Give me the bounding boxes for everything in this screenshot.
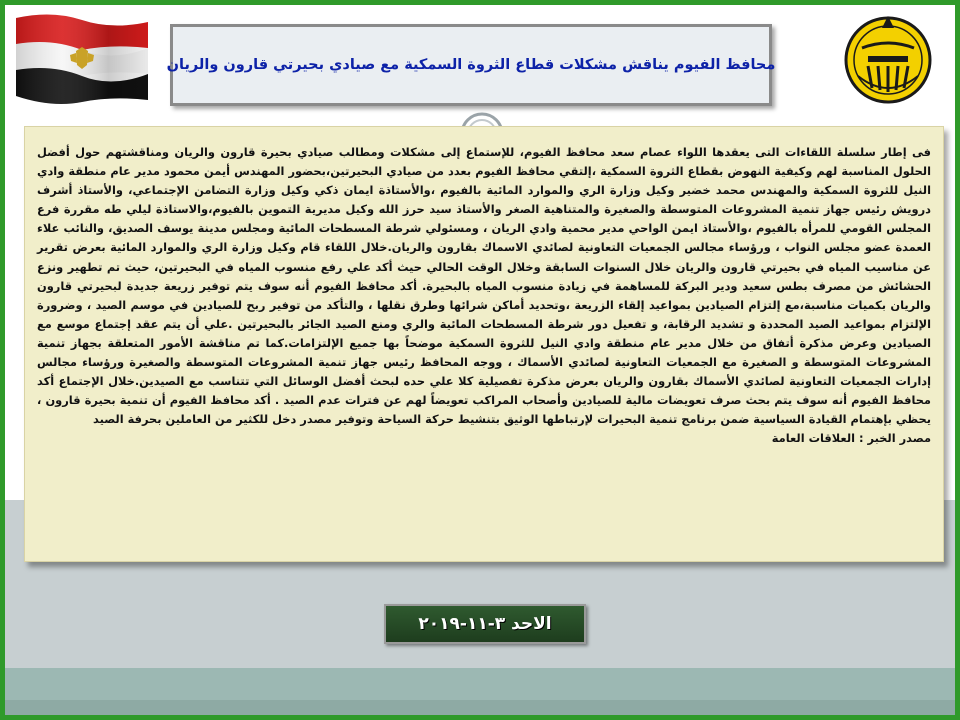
news-article (24, 126, 944, 562)
article-date: الاحد ٣-١١-٢٠١٩ (418, 614, 552, 634)
article-source: مصدر الخبر : العلاقات العامة (771, 431, 931, 446)
background-bottom-strip (5, 700, 955, 715)
background-band (5, 668, 955, 700)
fayoum-governorate-logo-icon (838, 10, 938, 106)
egypt-flag-icon (12, 8, 152, 104)
article-body: فى إطار سلسلة اللقاءات التى يعقدها اللواء عصام سعد محافظ الفيوم، للإستماع إلى مشكلات ومطالب صيادي بحيرة قارون والريان ومناقشتهم حول أفضل الحلول المناسبة لهم وكيفية النهوض بقطاع الثروة السمكية ،إلتقي محافظ الفيوم بعدد من صيادي البحيرتين،بحضور المهندس أيمن محمود مدير عام منطقة وادي النيل للثروة السمكية والمهندس محمد خضير وكيل وزارة الري والموارد المائية بالفيوم ،والأستاذة ايمان ذكي وكيل وزارة التضامن الإجتماعي، والأستاذ أشرف درويش رئيس جهاز تنمية المشروعات المتوسطة والصغيرة والمتناهية الصغر والأستاذ سيد حرز الله وكيل مديرية التموين بالفيوم،والاستاذة ليلي طه مقررة فرع المجلس القومي للمرأه بالفيوم ،والأستاذ ايمن الواحي مدير محمية وادي الريان ، ومسئولي شرطة المسطحات المائية ومجلس مدينة يوسف الصديق، والنائب علاء العمدة عضو مجلس النواب ، ورؤساء مجالس الجمعيات التعاونية لصائدي الاسماك بقارون والريان.خلال اللقاء قام وكيل وزارة الري والموارد المائية بعرض تقرير عن مناسيب المياه في بحيرتي قارون والريان خلال السنوات السابقة وخلال الوقت الحالي حيث أكد علي رفع منسوب المياه في البحيرتين، حيث تم تطهير ونزع الحشائش من مصرف بطس سعيد ودير البركة للمساهمة في زيادة منسوب المياه بالبحيرة. أكد محافظ الفيوم أنه سوف يتم توفير زريعة جديدة لبحيرتي قارون والريان بكميات مناسبة،مع إلتزام الصيادين بمواعيد إلقاء الزريعة ،وتحديد أماكن شرائها وطرق نقلها ، والتأكد من توفير ربح للصيادين في موسم الصيد ، وضرورة الإلتزام بمواعيد الصيد المحددة و تشديد الرقابة، و تفعيل دور شرطة المسطحات المائية والري ومنع الصيد الجائر بالبحيرتين .علي أن يتم عقد إجتماع موسع مع الصيادين وعرض مذكرة أتفاق من خلال مدير عام منطقة وادي النيل للثروة السمكية موضحاً بها جميع الإلتزامات.كما تم مناقشة الأمور المتعلقة بجهاز تنمية المشروعات المتوسطة و الصغيرة مع الجمعيات التعاونية لصائدي الأسماك ، ووجه المحافظ رئيس جهاز تنمية المشروعات المتوسطة والصغيرة ورؤساء مجالس إدارات الجمعيات التعاونية لصائدي الأسماك بقارون والريان بعرض مذكرة تفصيلية كلا علي حده لبحث أفضل الوسائل التي تتناسب مع الصيدين.خلال الإجتماع أكد محافظ الفيوم أنه سوف يتم بحث صرف تعويضات مالية للصيادين وأصحاب المراكب تعويضاً لهم عن فترات عدم الصيد . أكد محافظ الفيوم أن تنمية بحيرة قارون ، يحظي بإهتمام القيادة السياسية ضمن برنامج تنمية البحيرات لإرتباطها الوثيق بتنشيط حركة السياحة وتوفير مصدر دخل للكثير من العاملين بحرفة الصيد (37, 145, 931, 427)
page-title: محافظ الفيوم يناقش مشكلات قطاع الثروة السمكية مع صيادي بحيرتي قارون والريان (166, 57, 776, 73)
date-badge (384, 604, 586, 644)
header-title-box (166, 24, 776, 106)
